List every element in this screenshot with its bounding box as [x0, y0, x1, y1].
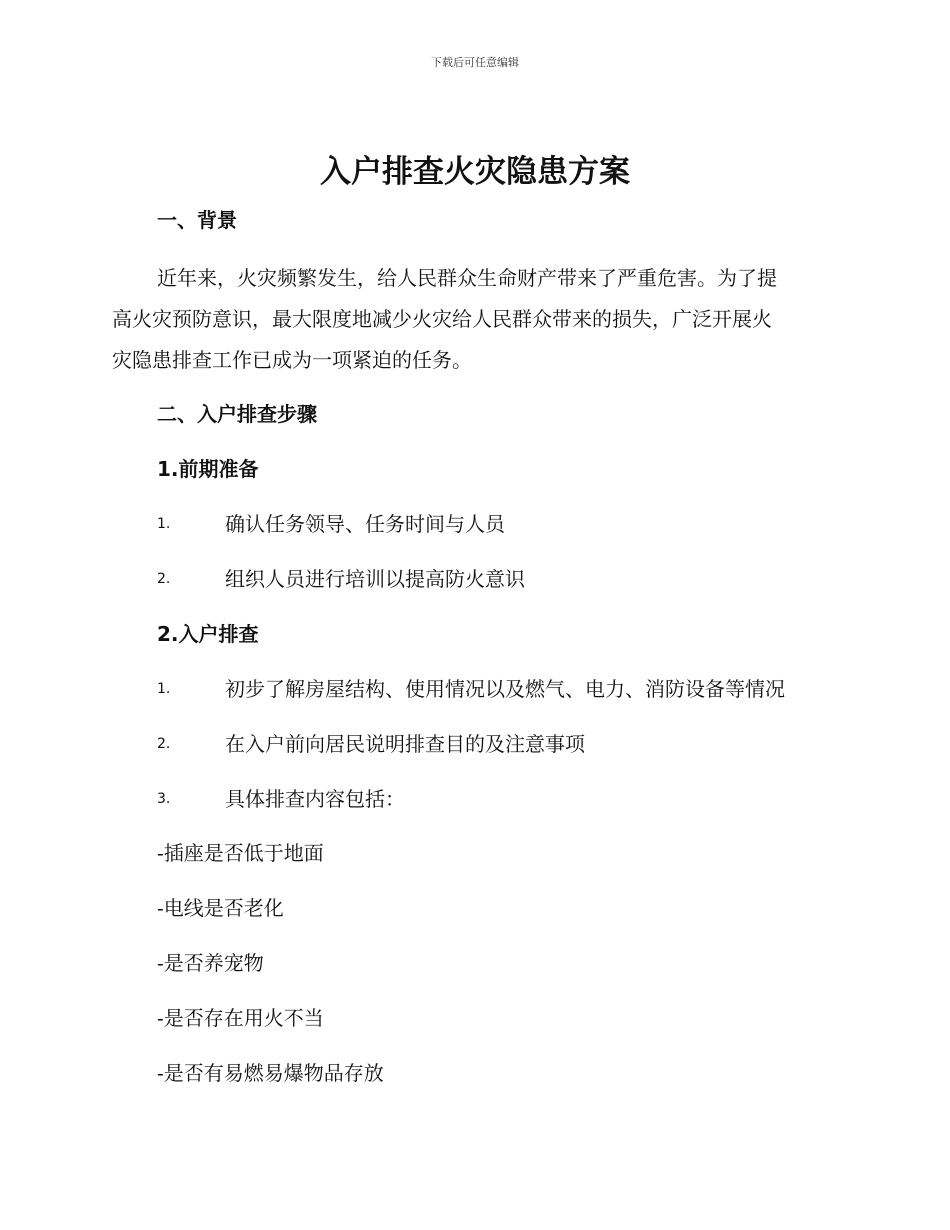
list-item-number: 2. [157, 736, 171, 752]
list-item-number: 2. [157, 571, 171, 587]
paragraph-line: 灾隐患排查工作已成为一项紧迫的任务。 [112, 348, 472, 372]
paragraph-line: 近年来，火灾频繁发生，给人民群众生命财产带来了严重危害。为了提 [157, 266, 777, 290]
check-list-item: -是否养宠物 [157, 951, 264, 975]
check-list-item: -电线是否老化 [157, 896, 284, 920]
list-item-text: 在入户前向居民说明排查目的及注意事项 [225, 732, 585, 756]
background-paragraph [112, 258, 830, 381]
paragraph-line: 高火灾预防意识，最大限度地减少火灾给人民群众带来的损失，广泛开展火 [112, 307, 772, 331]
subsection-heading-prep: 1.前期准备 [157, 457, 259, 481]
list-item-number: 3. [157, 791, 171, 807]
list-item-number: 1. [157, 516, 171, 532]
section-heading-background: 一、背景 [157, 208, 237, 232]
document-title: 入户排查火灾隐患方案 [320, 154, 630, 190]
subsection-heading-inspect: 2.入户排查 [157, 622, 259, 646]
check-list-item: -是否有易燃易爆物品存放 [157, 1061, 384, 1085]
list-item-text: 组织人员进行培训以提高防火意识 [225, 567, 525, 591]
check-list-item: -是否存在用火不当 [157, 1006, 324, 1030]
list-item-text: 确认任务领导、任务时间与人员 [225, 512, 505, 536]
header-note: 下载后可任意编辑 [431, 56, 519, 69]
list-item-text: 初步了解房屋结构、使用情况以及燃气、电力、消防设备等情况 [225, 677, 785, 701]
list-item-number: 1. [157, 681, 171, 697]
list-item-text: 具体排查内容包括： [225, 787, 405, 811]
section-heading-steps: 二、入户排查步骤 [157, 402, 317, 426]
check-list-item: -插座是否低于地面 [157, 841, 324, 865]
